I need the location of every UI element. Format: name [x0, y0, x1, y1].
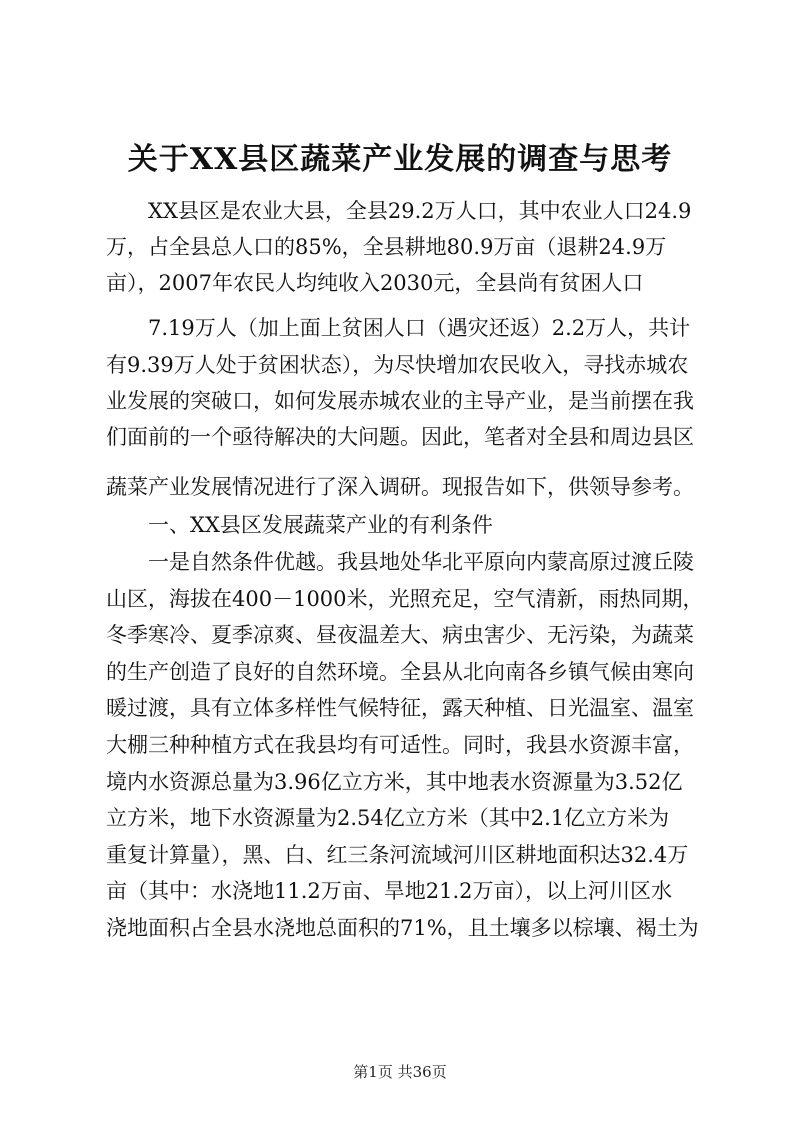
body-line: 7.19万人（加上面上贫困人口（遇灾还返）2.2万人，共计	[106, 316, 691, 340]
body-line: 亩），2007年农民人均纯收入2030元，全县尚有贫困人口	[106, 271, 644, 295]
body-line: 一是自然条件优越。我县地处华北平原向内蒙高原过渡丘陵	[106, 550, 694, 574]
document-title: 关于XX县区蔬菜产业发展的调查与思考	[127, 142, 673, 177]
body-line: 亩（其中：水浇地11.2万亩、旱地21.2万亩），以上河川区水	[106, 879, 673, 903]
body-line: 山区，海拔在400－1000米，光照充足，空气清新，雨热同期，	[106, 587, 704, 611]
body-line: XX县区是农业大县，全县29.2万人口，其中农业人口24.9	[106, 199, 692, 223]
body-line: 浇地面积占全县水浇地总面积的71%，且土壤多以棕壤、褐土为	[106, 916, 699, 940]
body-line: 冬季寒冷、夏季凉爽、昼夜温差大、病虫害少、无污染，为蔬菜	[106, 623, 694, 647]
body-line: 万，占全县总人口的85%，全县耕地80.9万亩（退耕24.9万	[106, 235, 667, 259]
body-line: 的生产创造了良好的自然环境。全县从北向南各乡镇气候由寒向	[106, 660, 694, 684]
page-number: 第1页 共36页	[353, 1063, 447, 1081]
section-heading: 一、XX县区发展蔬菜产业的有利条件	[106, 513, 493, 537]
body-line: 境内水资源总量为3.96亿立方米，其中地表水资源量为3.52亿	[106, 770, 683, 794]
body-line: 暖过渡，具有立体多样性气候特征，露天种植、日光温室、温室	[106, 696, 694, 720]
body-line: 大棚三种种植方式在我县均有可适性。同时，我县水资源丰富，	[106, 733, 694, 757]
body-line: 业发展的突破口，如何发展赤城农业的主导产业，是当前摆在我	[106, 389, 694, 413]
body-line: 们面前的一个亟待解决的大问题。因此，笔者对全县和周边县区	[106, 425, 694, 449]
body-line: 有9.39万人处于贫困状态），为尽快增加农民收入，寻找赤城农	[106, 353, 689, 377]
body-line: 立方米，地下水资源量为2.54亿立方米（其中2.1亿立方米为	[106, 806, 670, 830]
body-line: 蔬菜产业发展情况进行了深入调研。现报告如下，供领导参考。	[106, 475, 694, 499]
body-line: 重复计算量），黑、白、红三条河流域河川区耕地面积达32.4万	[106, 843, 689, 867]
